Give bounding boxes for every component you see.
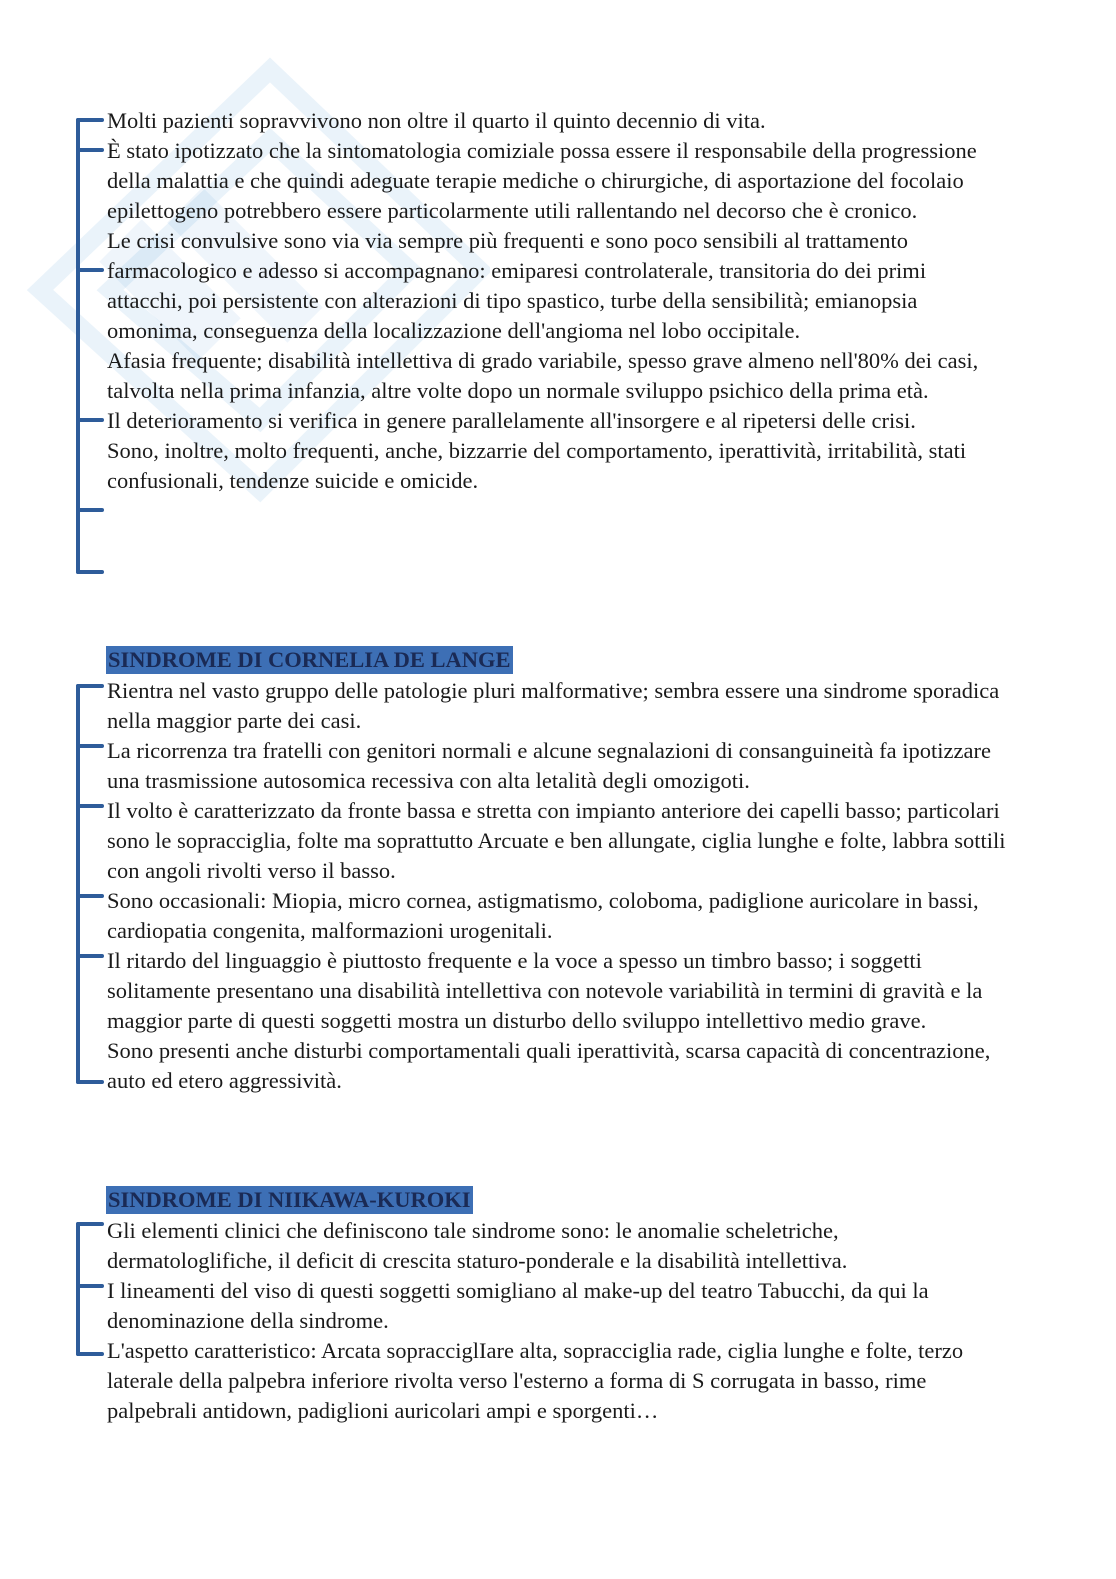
- bracket-tick: [76, 418, 104, 422]
- section-bracket: [76, 684, 106, 1084]
- section-heading: SINDROME DI CORNELIA DE LANGE: [108, 647, 511, 672]
- list-item: La ricorrenza tra fratelli con genitori normali e alcune segnalazioni di consanguineità fa ipotizzare una trasmissione autosomica recessiva con alta letalità degli omozigoti.: [107, 738, 991, 793]
- bracket-tick: [76, 508, 104, 512]
- bracket-line: [76, 118, 80, 574]
- section-bracket: [76, 1222, 106, 1356]
- section-bracket: [76, 118, 106, 574]
- list-item: L'aspetto caratteristico: Arcata sopracciglIare alta, sopracciglia rade, ciglia lunghe e folte, terzo laterale della palpebra inferiore rivolta verso l'esterno a forma di S corrugata in basso, rime palpebrali antidown, padiglioni auricolari ampi e sporgenti…: [107, 1338, 964, 1423]
- list-item: Il volto è caratterizzato da fronte bassa e stretta con impianto anteriore dei capelli basso; particolari sono le sopracciglia, folte ma soprattutto Arcuate e ben allungate, ciglia lunghe e folte, labbra sottili con angoli rivolti verso il basso.: [107, 798, 1006, 883]
- list-item: Il deterioramento si verifica in genere parallelamente all'insorgere e al ripetersi delle crisi.: [107, 408, 916, 433]
- list-item: Le crisi convulsive sono via via sempre più frequenti e sono poco sensibili al trattamento farmacologico e adesso si accompagnano: emiparesi controlaterale, transitoria do dei primi attacchi, poi persistente con alterazioni di tipo spastico, turbe della sensibilità; emianopsia omonima, conseguenza della localizzazione dell'angioma nel lobo occipitale.: [107, 228, 927, 343]
- list-item: Rientra nel vasto gruppo delle patologie pluri malformative; sembra essere una sindrome sporadica nella maggior parte dei casi.: [107, 678, 1000, 733]
- item-list: [107, 1216, 1007, 1426]
- bracket-tick: [76, 1080, 104, 1084]
- item-list: [107, 106, 1007, 496]
- bracket-tick: [76, 954, 104, 958]
- bracket-tick: [76, 570, 104, 574]
- section-heading: SINDROME DI NIIKAWA-KUROKI: [108, 1187, 471, 1212]
- list-item: Il ritardo del linguaggio è piuttosto frequente e la voce a spesso un timbro basso; i soggetti solitamente presentano una disabilità intellettiva con notevole variabilità in termini di gravità e la maggior parte di questi soggetti mostra un disturbo dello sviluppo intellettivo medio grave.: [107, 948, 983, 1033]
- list-item: I lineamenti del viso di questi soggetti somigliano al make-up del teatro Tabucchi, da qui la denominazione della sindrome.: [107, 1278, 929, 1333]
- list-item: Afasia frequente; disabilità intellettiva di grado variabile, spesso grave almeno nell'80% dei casi, talvolta nella prima infanzia, altre volte dopo un normale sviluppo psichico della prima età.: [107, 348, 979, 403]
- bracket-line: [76, 1222, 80, 1356]
- list-item: Sono presenti anche disturbi comportamentali quali iperattività, scarsa capacità di concentrazione, auto ed etero aggressività.: [107, 1038, 991, 1093]
- list-item: Sono occasionali: Miopia, micro cornea, astigmatismo, coloboma, padiglione auricolare in bassi, cardiopatia congenita, malformazioni urogenitali.: [107, 888, 979, 943]
- bracket-tick: [76, 894, 104, 898]
- list-item: È stato ipotizzato che la sintomatologia comiziale possa essere il responsabile della progressione della malattia e che quindi adeguate terapie mediche o chirurgiche, di asportazione del focolaio epilettogeno potrebbero essere particolarmente utili rallentando nel decorso che è cronico.: [107, 138, 977, 223]
- bracket-tick: [76, 1284, 104, 1288]
- bracket-tick: [76, 804, 104, 808]
- bracket-tick: [76, 148, 104, 152]
- bracket-tick: [76, 268, 104, 272]
- bracket-tick: [76, 118, 104, 122]
- list-item: Gli elementi clinici che definiscono tale sindrome sono: le anomalie scheletriche, dermatologlifiche, il deficit di crescita staturo-ponderale e la disabilità intellettiva.: [107, 1218, 848, 1273]
- item-list: [107, 676, 1007, 1096]
- bracket-tick: [76, 744, 104, 748]
- list-item: Molti pazienti sopravvivono non oltre il quarto il quinto decennio di vita.: [107, 108, 766, 133]
- list-item: Sono, inoltre, molto frequenti, anche, bizzarrie del comportamento, iperattività, irritabilità, stati confusionali, tendenze suicide e omicide.: [107, 438, 967, 493]
- bracket-tick: [76, 1222, 104, 1226]
- bracket-tick: [76, 1352, 104, 1356]
- bracket-tick: [76, 684, 104, 688]
